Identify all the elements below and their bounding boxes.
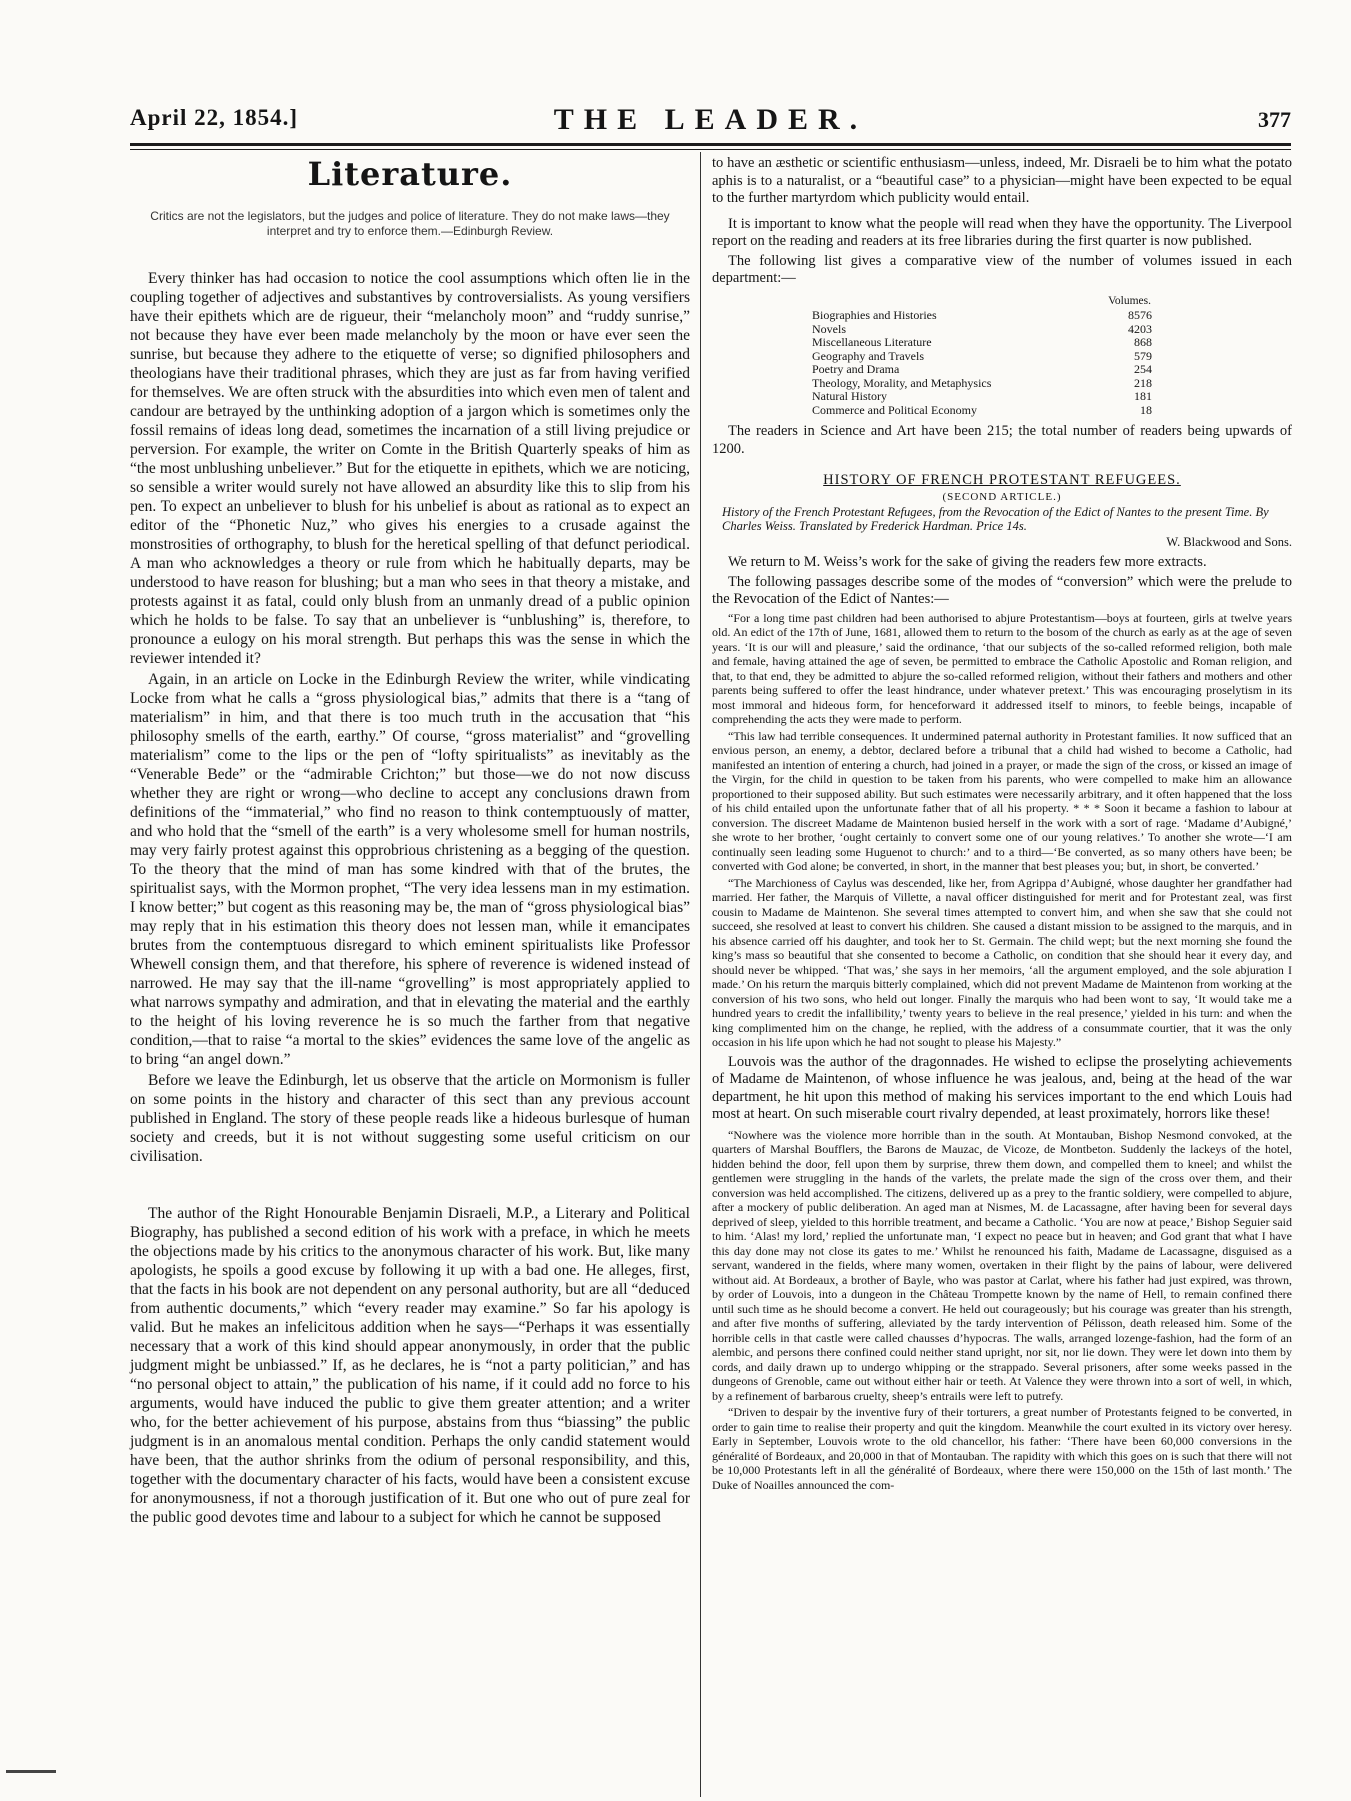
masthead-title: THE LEADER. — [553, 103, 868, 136]
issue-date: April 22, 1854.] — [130, 105, 299, 130]
table-row: Natural History 181 — [812, 389, 1152, 403]
table-row: Commerce and Political Economy 18 — [812, 402, 1152, 417]
paragraph: to have an æsthetic or scientific enthusiasm—unless, indeed, Mr. Disraeli be to him what the potato aphis is to a naturalist, or a “beautiful case” to a physician—might have been expected to be equal to the further martyrdom which publicity would entail. — [712, 155, 1292, 206]
section-motto: Critics are not the legislators, but the judges and police of literature. They do not make laws—they interpret and try to enforce them.—Edinburgh Review. — [150, 209, 670, 238]
table-row: Novels 4203 — [812, 321, 1152, 336]
table-row: Biographies and Histories 8576 — [812, 308, 1152, 322]
table-row: Miscellaneous Literature 868 — [812, 335, 1152, 349]
publisher: W. Blackwood and Sons. — [1166, 535, 1292, 549]
page-header — [130, 105, 1291, 141]
paragraph: Before we leave the Edinburgh, let us observe that the article on Mormonism is fuller on some points in the history and character of this sect than any previous account published in England. The story of these people reads like a hideous burlesque of human society and creeds, but it is not without suggesting some useful criticism on our civilisation. — [130, 1072, 690, 1165]
paragraph: Every thinker has had occasion to notice the cool assumptions which often lie in the coupling together of adjectives and substantives by controversialists. As young versifiers have their epithets which are de rigueur, their “melancholy moon” and “ruddy sunrise,” not because they have ever been made melancholy by the moon or have ever seen the sunrise, but because they adhere to the etiquette of verse; so dignified philosophers and theologians have their traditional phrases, which they are just as far from having verified for themselves. We are often struck with the absurdities into which even men of talent and candour are betrayed by the unthinking adoption of a jargon which is sometimes only the fossil remains of ideas long dead, sometimes the incarnation of a still living prejudice or perversion. For example, the writer on Comte in the British Quarterly speaks of him as “the most unblushing unbeliever.” But for the etiquette in epithets, which we are noticing, so sensible a writer would surely not have allowed an absurdity like this to slip from his pen. To expect an unbeliever to blush for his unbelief is about as rational as to expect an editor of the “Phonetic Nuz,” who gives his energies to a crusade against the monstrosities of orthography, to blush for the heretical spelling of that defunct periodical. A man who acknowledges a theory or rule from which he habitually departs, may be understood to have reason for blushing; but a man who sees in that theory a mistake, and protests against it as fatal, could only blush from an unmanly dread of a public opinion which he holds to be false. To say that an unbeliever is “unblushing” is, therefore, to pronounce a eulogy on his moral strength. But perhaps this was the sense in which the reviewer intended it? — [130, 270, 690, 667]
volumes-table — [812, 294, 1152, 418]
article-title: HISTORY OF FRENCH PROTESTANT REFUGEES. — [823, 472, 1181, 488]
spacer — [130, 1168, 690, 1204]
quotation: “Nowhere was the violence more horrible than in the south. At Montauban, Bishop Nesmond convoked, at the quarters of Marshal Boufflers, the Barons de Mauzac, de Vicoze, de Montbeton. Suddenly the lackeys of the hotel, hidden behind the door, fell upon them by surprise, threw them down, and compelled them to kneel; and whilst the gentlemen were struggling in the hands of the varlets, the prelate made the sign of the cross over them, and their conversion was held accomplished. The citizens, delivered up as a prey to the frantic soldiery, were compelled to abjure, after a mockery of public deliberation. An aged man at Nismes, M. de Lacassagne, after having been for several days deprived of sleep, yielded to this horrible treatment, and became a Catholic. ‘You are now at peace,’ Bishop Seguier said to him. ‘Alas! my lord,’ replied the unfortunate man, ‘I expect no peace but in heaven; and God grant that what I have this day done may not close its gates to me.’ Whilst he renounced his faith, Madame de Lacassagne, disguised as a servant, wandered in the fields, where many women, overtaken in their flight by the pains of labour, were delivered without aid. At Bordeaux, a brother of Bayle, who was pastor at Carlat, where his father had just expired, was thrown, by order of Louvois, into a dungeon in the Château Trompette known by the name of Hell, to remain confined there until such time as he should become a convert. He held out courageously; but his courage was greater than his strength, and after five months of suffering, alleviated by the tardy intervention of Pélisson, death released him. Some of the horrible cells in that castle were called chausses d’hypocras. The walls, arranged lozenge-fashion, had the form of an alembic, and persons there confined could neither stand upright, nor sit, nor lie down. They were let down into them by cords, and daily drawn up to undergo whipping or the strappado. Several prisoners, after some weeks passed in the dungeons of Grenoble, came out without either hair or teeth. At Valence they were thrown into a sort of well, in which, by a refinement of barbarous cruelty, sheep’s entrails were left to putrefy. — [712, 1127, 1292, 1403]
scan-margin-mark — [6, 1770, 56, 1773]
paragraph: The following passages describe some of the modes of “conversion” which were the prelude to the Revocation of the Edict of Nantes:— — [712, 573, 1292, 607]
column-separator — [700, 152, 701, 1797]
paragraph: It is important to know what the people will read when they have the opportunity. The Liverpool report on the reading and readers at its free libraries during the first quarter is now published. — [712, 215, 1292, 249]
quotation: “Driven to despair by the inventive fury of their torturers, a great number of Protestants feigned to be converted, in order to gain time to realise their property and quit the kingdom. Meanwhile the court exulted in its victory over heresy. Early in September, Louvois wrote to the old chancellor, his father: ‘There have been 60,000 conversions in the généralité of Bordeaux, and 20,000 in that of Montauban. The rapidity with which this goes on is such that there will not be 10,000 Protestants left in all the généralité of Bordeaux, where there were 150,000 on the 15th of last month.’ The Duke of Noailles announced the com- — [712, 1405, 1292, 1492]
right-column — [712, 155, 1292, 1494]
table-header: Volumes. — [1108, 294, 1151, 307]
article-subtitle: (SECOND ARTICLE.) — [942, 491, 1062, 503]
left-column — [130, 155, 690, 1529]
paragraph: The author of the Right Honourable Benjamin Disraeli, M.P., a Literary and Political Biography, has published a second edition of his work with a preface, in which he meets the objections made by his critics to the anonymous character of his work. But, like many apologists, he spoils a good excuse by following it up with a bad one. He alleges, first, that the facts in his book are not dependent on any personal authority, but are all “deduced from authentic documents,” which “every reader may examine.” So far his apology is valid. But he makes an infelicitous addition when he says—“Perhaps it was essentially necessary that a work of this kind should appear anonymously, in order that the public judgment might be unbiassed.” If, as he declares, he is “not a party politician,” and has “no personal object to attain,” the publication of his name, if it could add no force to his arguments, would have induced the public to give them greater attention; and a writer who, for the better achievement of his purpose, abstains from thus “biassing” the public judgment is in an anomalous mental condition. Perhaps the only candid statement would have been, that the author shrinks from the odium of personal responsibility, and this, together with the documentary character of his facts, would have been a consistent excuse for anonymousness, if not a thorough justification of it. But one who out of pure zeal for the public good devotes time and labour to a subject for which he cannot be supposed — [130, 1205, 690, 1526]
quotation: “This law had terrible consequences. It undermined paternal authority in Protestant families. It now sufficed that an envious person, an enemy, a debtor, declared before a tribunal that a child had wished to become a Catholic, had manifested an intention of entering a church, had joined in a prayer, or made the sign of the cross, or kissed an image of the Virgin, for the child in question to be taken from his parents, who were compelled to make him an allowance proportioned to their supposed ability. But such estimates were necessarily arbitrary, and it often happened that the loss of his child entailed upon the unfortunate father that of all his property. * * * Soon it became a fashion to labour at conversion. The discreet Madame de Maintenon busied herself in the work with a sort of rage. ‘Madame d’Aubigné,’ she wrote to her brother, ‘ought certainly to convert some one of our young relatives.’ To another she wrote—‘I am continually seen leading some Huguenot to church:’ and to a third—‘Be converted, as so many others have been; be converted with God alone; be converted, in short, in the manner that best pleases you; but, in short, be converted.’ — [712, 728, 1292, 873]
quotation: “The Marchioness of Caylus was descended, like her, from Agrippa d’Aubigné, whose daughter her grandfather had married. Her father, the Marquis of Villette, a naval officer distinguished for merit and for Protestant zeal, was first cousin to Madame de Maintenon. She several times attempted to convert him, and when she saw that she could not succeed, she resolved at least to convert his children. She caused a distant mission to be assigned to the marquis, and in his absence carried off his daughter, and took her to St. Germain. The child wept; but the next morning she found the king’s mass so beautiful that she consented to become a Catholic, on condition that she should hear it every day, and should never be whipped. ‘That was,’ she says in her memoirs, ‘all the argument employed, and the sole abjuration I made.’ On his return the marquis bitterly complained, which did not prevent Madame de Maintenon from working at the conversion of his two sons, who held out longer. Finally the marquis who had been wont to say, ‘It would take me a hundred years to credit the infallibility,’ twenty years to believe in the real presence,’ yielded in his turn: and when the king complimented him on the change, he replied, with the address of a consummate courtier, that it was the only occasion in his life upon which he had not sought to please his Majesty.” — [712, 875, 1292, 1049]
header-rule-thin — [130, 149, 1291, 150]
paragraph: Louvois was the author of the dragonnades. He wished to eclipse the proselyting achievements of Madame de Maintenon, of whose influence he was jealous, and, being at the head of the war department, he hit upon this method of making his services important to the end which Louis had most at heart. On such miserable court rivalry depended, at least proximately, horrors like these! — [712, 1053, 1292, 1122]
paragraph: The readers in Science and Art have been 215; the total number of readers being upwards of 1200. — [712, 423, 1292, 457]
bibliographic-entry: History of the French Protestant Refugees, from the Revocation of the Edict of Nantes to the present Time. By Charles Weiss. Translated by Frederick Hardman. Price 14s. — [722, 505, 1269, 533]
table-row: Poetry and Drama 254 — [812, 362, 1152, 376]
quotation: “For a long time past children had been authorised to abjure Protestantism—boys at fourteen, girls at twelve years old. An edict of the 17th of June, 1681, allowed them to return to the bosom of the church as early as at the age of seven years. ‘It is our will and pleasure,’ said the ordinance, ‘that our subjects of the so-called reformed religion, both male and female, having attained the age of seven, be permitted to embrace the Catholic Apostolic and Roman religion, and that, to that end, they be admitted to abjure the so-called reformed religion, without their fathers and mothers and other parents being suffered to offer the least hindrance, under whatever pretext.’ This was encouraging proselytism in its most immoral and hideous form, for henceforward it addressed itself to minors, to feeble beings, incapable of comprehending the acts they were made to perform. — [712, 610, 1292, 726]
table-row: Geography and Travels 579 — [812, 348, 1152, 363]
page-number: 377 — [1258, 107, 1291, 132]
paragraph: Again, in an article on Locke in the Edinburgh Review the writer, while vindicating Locke from what he calls a “gross physiological bias,” admits that there is a “tang of materialism” in him, and that there is too much truth in the accusation that “his philosophy smells of the earth, earthy.” Of course, “gross materialist” and “grovelling materialism” come to the lips or the pen of “lofty spiritualists” as inevitably as the “Venerable Bede” or the “admirable Crichton;” but those—we do not now discuss whether they are right or wrong—who decline to accept any conclusions drawn from definitions of the “immaterial,” who find no reason to think contemptuously of matter, and who hold that the “smell of the earth” is a very wholesome smell for human nostrils, may very fairly protest against this opprobrious christening as a begging of the question. To the theory that the mind of man has some kindred with that of the brutes, the spiritualist says, with the Mormon prophet, “The very idea lessens man in my estimation. I know better;” but cogent as this reasoning may be, the man of “gross physiological bias” may reply that in his estimation this theory does not lessen man, while it emancipates brutes from the contemptuous disregard to which eminent spiritualists like Professor Whewell consign them, and that therefore, his sphere of reverence is widened instead of narrowed. He may say that the ill-name “grovelling” is most appropriately applied to what narrows sympathy and admiration, and that in elevating the material and the earthly to the height of his loving reverence he is so much the farther from that negative condition,—that to raise “a mortal to the skies” evidences the same love of the angelic as to bring “an angel down.” — [130, 671, 690, 1068]
table-row: Theology, Morality, and Metaphysics 218 — [812, 375, 1152, 390]
paragraph: The following list gives a comparative view of the number of volumes issued in each department:— — [712, 252, 1292, 286]
header-rule — [130, 143, 1291, 146]
section-title: Literature. — [307, 155, 513, 193]
paragraph: We return to M. Weiss’s work for the sake of giving the readers few more extracts. — [728, 554, 1207, 570]
